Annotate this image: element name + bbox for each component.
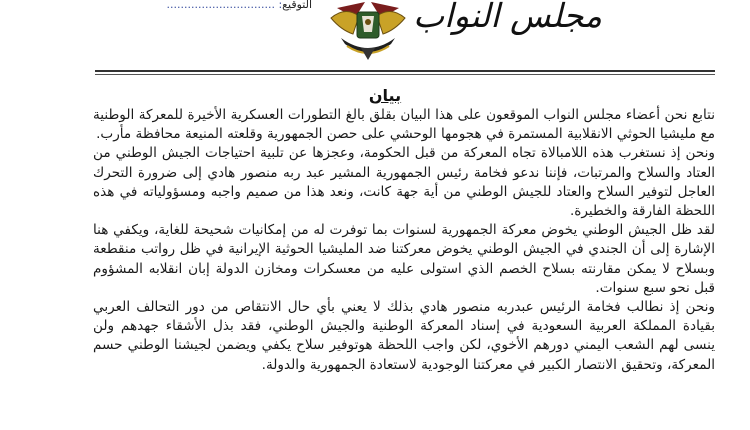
- paragraph: لقد ظل الجيش الوطني يخوض معركة الجمهورية لسنوات بما توفرت له من إمكانيات شحيحة للغاية، ويكفي هنا الإشارة إلى أن الجندي في الجيش الوطني يخوض معركتنا ضد المليشيا الحوثية الإيرانية في ظل رواتب منقطعة وبسلاح لا يمكن مقارنته بسلاح الخصم الذي استولى عليه من معسكرات ومخازن الدولة إبان انقلابه المشؤوم قبل نحو سبع سنوات.: [93, 222, 715, 296]
- signature-label: التوقيع: [282, 0, 312, 11]
- paragraph: ونحن إذ نطالب فخامة الرئيس عبدربه منصور هادي بذلك لا يعني بأي حال الانتقاص من دور التحالف العربي بقيادة المملكة العربية السعودية في إسناد المعركة الوطنية والجيش الوطني، فقد بذل الأشقاء جهدهم ولن ينسى لهم الشعب اليمني دورهم الأخوي، لكن واجب اللحظة هوتوفير سلاح يكفي ويضمن لجيشنا الوطني حسم المعركة، وتحقيق الانتصار الكبير في معركتنا الوجودية لاستعادة الجمهورية والدولة.: [93, 299, 715, 373]
- parliament-title: مجلس النواب: [413, 0, 602, 35]
- document-title: بيان: [368, 86, 402, 105]
- paragraph: ونحن إذ نستغرب هذه اللامبالاة تجاه المعركة من قبل الحكومة، وعجزها عن تلبية احتياجات الجيش الوطني من العتاد والسلاح والمرتبات، فإننا ندعو فخامة رئيس الجمهورية المشير عبد ربه منصور هادي إلى ضرورة التحرك العاجل لتوفير السلاح والعتاد للجيش الوطني من أية جهة كانت، ونعد هذا من صميم واجبه ومسؤولياته في هذه اللحظة الفارقة والخطيرة.: [93, 145, 715, 220]
- signature-line: [122, 0, 312, 12]
- signature-fill: : ...............................: [166, 0, 283, 11]
- emblem-icon: [325, 0, 411, 66]
- header-divider: [95, 70, 715, 72]
- header-divider-secondary: [95, 74, 715, 75]
- paragraph: نتابع نحن أعضاء مجلس النواب الموقعون على هذا البيان بقلق بالغ التطورات العسكرية الأخيرة للمعركة الوطنية مع مليشيا الحوثي الانقلابية المستمرة في هجومها الوحشي على حصن الجمهورية وقلعته المنيعة محافظة مأرب.: [93, 107, 715, 143]
- document-body: [93, 106, 715, 375]
